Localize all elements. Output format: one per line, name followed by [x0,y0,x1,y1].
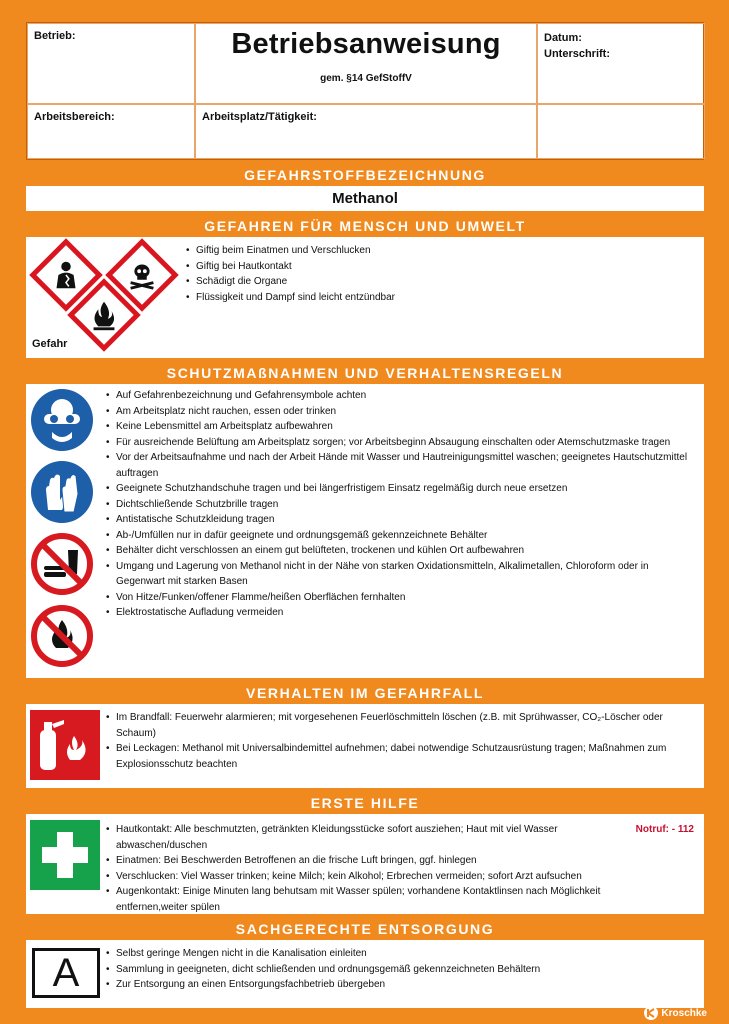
signal-word: Gefahr [32,338,68,350]
betrieb-field[interactable]: Betrieb: [27,23,195,104]
list-item: • Schädigt die Organe [186,274,395,290]
header-table [26,22,704,160]
section-header-emergency: VERHALTEN IM GEFAHRFALL [246,685,484,701]
list-item: • Dichtschließende Schutzbrille tragen [106,497,698,513]
first-aid-cross-icon [26,814,106,914]
list-item: • Einatmen: Bei Beschwerden Betroffenen an die frische Luft bringen, ggf. hinlegen [106,853,606,869]
list-item: • Von Hitze/Funken/offener Flamme/heißen Oberflächen fernhalten [106,590,698,606]
disposal-list [106,940,540,1008]
list-item: • Verschlucken: Viel Wasser trinken; keine Milch; kein Alkohol; Erbrechen vermeiden; sofort Arzt aufsuchen [106,869,606,885]
list-item: • Am Arbeitsplatz nicht rauchen, essen oder trinken [106,404,698,420]
list-item: • Auf Gefahrenbezeichnung und Gefahrensymbole achten [106,388,698,404]
operating-instruction-sheet [26,22,704,1008]
arbeitsbereich-field[interactable]: Arbeitsbereich: [27,104,195,159]
emergency-panel [26,704,704,788]
list-item: • Giftig beim Einatmen und Verschlucken [186,243,395,259]
page-title: Betriebsanweisung [231,28,501,60]
first-aid-list [106,814,606,914]
protection-pictograms [26,384,106,678]
emergency-list [106,704,704,788]
disposal-letter: A [32,948,100,998]
hazards-list [186,237,395,358]
list-item: • Behälter dicht verschlossen an einem gut belüfteten, trockenen und kühlen Ort aufbewahren [106,543,698,559]
section-header-hazards: GEFAHREN FÜR MENSCH UND UMWELT [204,218,526,234]
section-header-disposal: SACHGERECHTE ENTSORGUNG [235,921,495,937]
empty-header-cell [537,104,705,159]
disposal-panel [26,940,704,1008]
datum-label: Datum: [544,32,582,44]
list-item: • Augenkontakt: Einige Minuten lang behutsam mit Wasser spülen; vorhandene Kontaktlinsen nach Möglichkeit entfernen,weiter spülen [106,884,606,915]
substance-name: Methanol [26,186,704,211]
first-aid-panel [26,814,704,914]
emergency-number: Notruf: - 112 [635,824,694,835]
gloves-mandatory-icon [30,460,94,524]
title-cell [195,23,537,104]
section-header-protection: SCHUTZMAßNAHMEN UND VERHALTENSREGELN [166,365,564,381]
disposal-icon [26,940,106,1008]
no-open-flame-icon [30,604,94,668]
fire-extinguisher-icon [26,704,106,788]
unterschrift-label: Unterschrift: [544,48,611,60]
brand-logo [644,1006,707,1020]
list-item: • Umgang und Lagerung von Methanol nicht in der Nähe von starken Oxidationsmitteln, Alkalimetallen, Chloroform oder in Gegenwart mit starken Basen [106,559,698,590]
ghs-pictograms [26,237,186,358]
no-eating-drinking-icon [30,532,94,596]
section-header-first-aid: ERSTE HILFE [310,795,420,811]
list-item: • Selbst geringe Mengen nicht in die Kanalisation einleiten [106,946,540,962]
arbeitsplatz-field[interactable]: Arbeitsplatz/Tätigkeit: [195,104,537,159]
page-subtitle: gem. §14 GefStoffV [320,73,412,84]
list-item: • Keine Lebensmittel am Arbeitsplatz aufbewahren [106,419,698,435]
list-item: • Zur Entsorgung an einen Entsorgungsfachbetrieb übergeben [106,977,540,993]
list-item: • Flüssigkeit und Dampf sind leicht entzündbar [186,290,395,306]
list-item: • Sammlung in geeigneten, dicht schließenden und ordnungsgemäß gekennzeichneten Behältern [106,962,540,978]
list-item: • Geeignete Schutzhandschuhe tragen und bei längerfristigem Einsatz regelmäßig durch neue ersetzen [106,481,698,497]
protection-panel [26,384,704,678]
list-item: • Antistatische Schutzkleidung tragen [106,512,698,528]
list-item: • Bei Leckagen: Methanol mit Universalbindemittel aufnehmen; dabei notwendige Schutzausrüstung tragen; Maßnahmen zum Explosionsschutz beachten [106,741,698,772]
date-signature-field[interactable] [537,23,705,104]
protection-list [106,384,704,678]
list-item: • Vor der Arbeitsaufnahme und nach der Arbeit Hände mit Wasser und Hautreinigungsmittel waschen; geeignetes Hautschutzmittel auftragen [106,450,698,481]
list-item: • Im Brandfall: Feuerwehr alarmieren; mit vorgesehenen Feuerlöschmitteln löschen (z.B. mit Sprühwasser, CO₂-Löscher oder Schaum) [106,710,698,741]
brand-name: Kroschke [661,1007,707,1019]
list-item: • Ab-/Umfüllen nur in dafür geeignete und ordnungsgemäß gekennzeichnete Behälter [106,528,698,544]
list-item: • Hautkontakt: Alle beschmutzten, getränkten Kleidungsstücke sofort ausziehen; Haut mit viel Wasser abwaschen/duschen [106,822,606,853]
hazards-panel [26,237,704,358]
brand-mark-icon [644,1006,658,1020]
list-item: • Giftig bei Hautkontakt [186,259,395,275]
goggles-mandatory-icon [30,388,94,452]
list-item: • Für ausreichende Belüftung am Arbeitsplatz sorgen; vor Arbeitsbeginn Absaugung einschalten oder Atemschutzmaske tragen [106,435,698,451]
list-item: • Elektrostatische Aufladung vermeiden [106,605,698,621]
section-header-substance: GEFAHRSTOFFBEZEICHNUNG [244,167,486,183]
